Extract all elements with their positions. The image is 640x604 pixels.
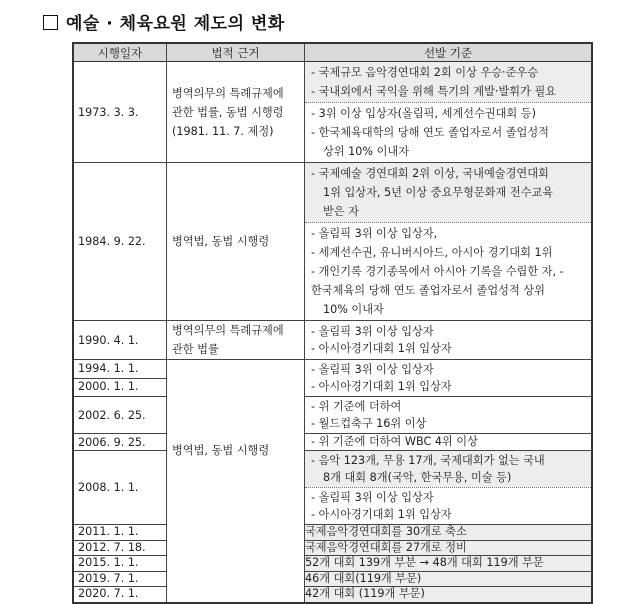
- date-cell: 1990. 4. 1.: [73, 321, 167, 360]
- law-cell: [167, 62, 305, 163]
- criteria-line: - 올림픽 3위 이상 입상자,: [311, 227, 438, 240]
- law-line: 병역의무의 특례규제에: [172, 324, 284, 337]
- table-row: [73, 360, 592, 379]
- criteria-line: - 국내외에서 국익을 위해 특기의 계발·발휘가 필요: [311, 85, 557, 98]
- criteria-line: 받은 자: [323, 205, 359, 218]
- sport-criteria: [305, 397, 591, 433]
- criteria-line: - 한국체육대학의 당해 연도 졸업자로서 졸업성적: [311, 126, 549, 139]
- criteria-cell: [305, 397, 593, 434]
- art-criteria: [305, 163, 591, 222]
- table-row: [73, 163, 592, 321]
- date-cell: 1994. 1. 1.: [73, 360, 167, 379]
- table-row: [73, 451, 592, 525]
- sport-criteria: [305, 322, 591, 358]
- date-cell: 2006. 9. 25.: [73, 434, 167, 451]
- date-cell: 1984. 9. 22.: [73, 163, 167, 321]
- table-row: [73, 397, 592, 434]
- table-row: [73, 540, 592, 556]
- criteria-line: - 위 기준에 더하여: [311, 400, 402, 413]
- criteria-line: 10% 이내자: [323, 303, 384, 316]
- table-row: [73, 525, 592, 541]
- table-header-row: [73, 43, 592, 62]
- law-cell: 병역법, 동법 시행령: [167, 163, 305, 321]
- table-row: [73, 571, 592, 587]
- criteria-line: - 개인기록 경기종목에서 아시아 기록을 수립한 자, -: [311, 265, 564, 278]
- law-line: 관한 법률, 동법 시행령: [172, 105, 284, 119]
- sport-criteria: [305, 487, 591, 524]
- law-line: 관한 법률: [172, 343, 219, 356]
- criteria-line: 8개 대회 8개(국악, 한국무용, 미술 등): [323, 471, 512, 484]
- law-cell: [167, 321, 305, 360]
- header-criteria: 선발 기준: [305, 43, 593, 62]
- criteria-cell: [305, 321, 593, 360]
- law-line: 병역법, 동법 시행령: [172, 443, 270, 457]
- page-title-text: 예술 · 체육요원 제도의 변화: [66, 14, 285, 34]
- criteria-line: - 아시아경기대회 1위 입상자: [311, 508, 452, 521]
- criteria-cell: 42개 대회 (119개 부문): [305, 587, 593, 603]
- criteria-cell: [305, 451, 593, 525]
- date-cell: 1973. 3. 3.: [73, 62, 167, 163]
- criteria-line: 한국체육의 당해 연도 졸업자로서 졸업성적 상위: [311, 284, 545, 297]
- sport-criteria: [305, 102, 591, 162]
- criteria-line: - 3위 이상 입상자(올림픽, 세계선수권대회 등): [311, 107, 536, 120]
- criteria-line: 상위 10% 이내자: [323, 145, 410, 158]
- checkbox-square-icon: [43, 15, 58, 30]
- criteria-cell: [305, 62, 593, 163]
- law-line: (1981. 11. 7. 제정): [172, 124, 274, 138]
- criteria-line: - 세계선수권, 유니버시아드, 아시아 경기대회 1위: [311, 246, 553, 259]
- sport-criteria: [305, 222, 591, 320]
- criteria-line: - 월드컵축구 16위 이상: [311, 417, 427, 430]
- date-cell: 2000. 1. 1.: [73, 378, 167, 397]
- criteria-line: - 국제예술 경연대회 2위 이상, 국내예술경연대회: [311, 167, 549, 180]
- criteria-line: - 올림픽 3위 이상 입상자: [311, 363, 434, 376]
- criteria-line: - 아시아경기대회 1위 입상자: [311, 342, 452, 355]
- law-cell: [167, 360, 305, 603]
- header-law: 법적 근거: [167, 43, 305, 62]
- header-date: 시행일자: [73, 43, 167, 62]
- criteria-line: - 올림픽 3위 이상 입상자: [311, 491, 434, 504]
- policy-history-table: [72, 42, 593, 604]
- date-cell: 2012. 7. 18.: [73, 540, 167, 556]
- criteria-line: - 음악 123개, 무용 17개, 국제대회가 없는 국내: [311, 454, 545, 467]
- criteria-cell: 국제음악경연대회를 30개로 축소: [305, 525, 593, 541]
- criteria-cell: 52개 대회 139개 부분 → 48개 대회 119개 부문: [305, 556, 593, 572]
- criteria-cell: 46개 대회(119개 부문): [305, 571, 593, 587]
- criteria-cell: [305, 434, 593, 451]
- criteria-line: 1위 입상자, 5년 이상 중요무형문화재 전수교육: [323, 186, 554, 199]
- criteria-line: - 아시아경기대회 1위 입상자: [311, 380, 452, 393]
- date-cell: 2008. 1. 1.: [73, 451, 167, 525]
- criteria-cell: [305, 163, 593, 321]
- criteria-cell: [305, 360, 593, 397]
- table-row: [73, 556, 592, 572]
- date-cell: 2015. 1. 1.: [73, 556, 167, 572]
- sport-criteria: [305, 434, 591, 450]
- table-row: [73, 587, 592, 603]
- law-line: 병역의무의 특례규제에: [172, 86, 284, 100]
- page-title: [43, 9, 285, 34]
- date-cell: 2019. 7. 1.: [73, 571, 167, 587]
- criteria-line: - 올림픽 3위 이상 입상자: [311, 325, 434, 338]
- date-cell: 2002. 6. 25.: [73, 397, 167, 434]
- art-criteria: [305, 62, 591, 102]
- table-row: [73, 321, 592, 360]
- criteria-cell: 국제음악경연대회를 27개로 정비: [305, 540, 593, 556]
- table-row: [73, 62, 592, 163]
- criteria-line: - 국제규모 음악경연대회 2회 이상 우승·준우승: [311, 66, 539, 79]
- table-row: [73, 434, 592, 451]
- date-cell: 2020. 7. 1.: [73, 587, 167, 603]
- sport-criteria: [305, 360, 591, 396]
- art-criteria: [305, 451, 591, 487]
- criteria-line: - 위 기준에 더하여 WBC 4위 이상: [311, 435, 478, 448]
- date-cell: 2011. 1. 1.: [73, 525, 167, 541]
